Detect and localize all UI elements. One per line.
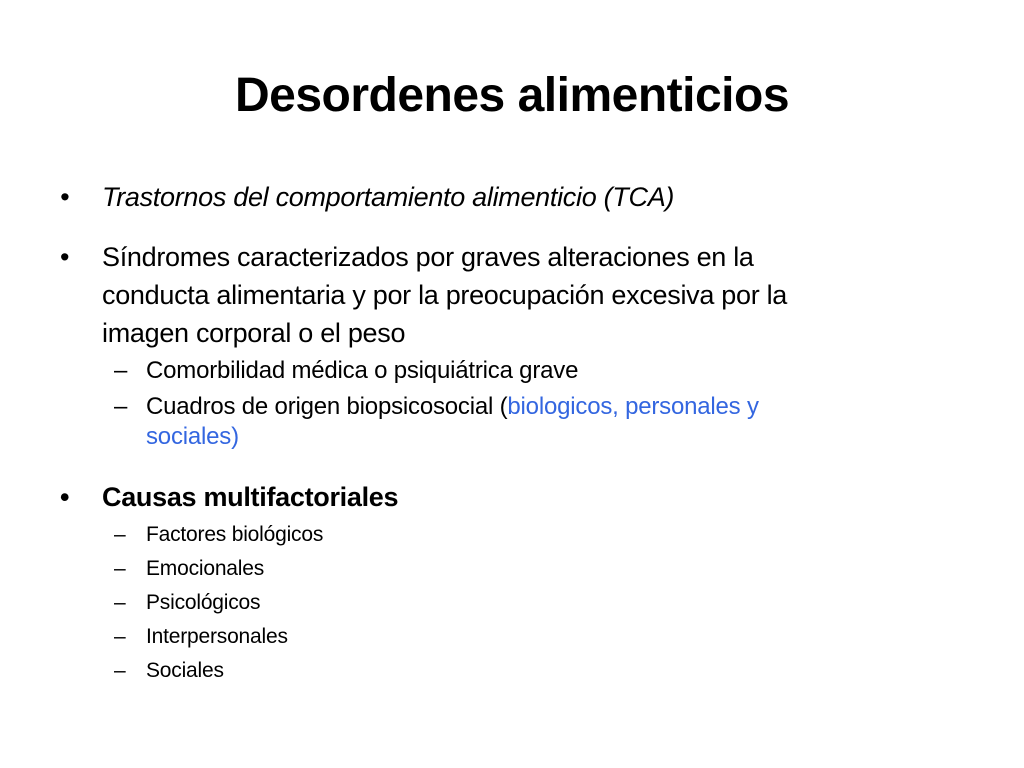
highlight-text-line-2: sociales) (146, 423, 239, 450)
bullet-tca (60, 178, 960, 216)
bullet-icon: • (60, 242, 70, 272)
sub-bullet-text: Interpersonales (146, 625, 288, 648)
sub-bullet-text: Psicológicos (146, 591, 261, 614)
sub-bullet-text: Emocionales (146, 557, 265, 580)
bullet-text-line-1: Síndromes caracterizados por graves alteraciones en la (102, 242, 754, 272)
bullet-icon: • (60, 182, 70, 212)
bullet-causas (60, 478, 960, 516)
sub-bullet-psicologicos (60, 586, 960, 620)
slide-content (60, 178, 960, 688)
sub-bullet-text: Sociales (146, 659, 224, 682)
sub-bullet-emocionales (60, 552, 960, 586)
sub-bullet-text-prefix: Cuadros de origen biopsicosocial ( (146, 393, 508, 420)
sub-bullet-text: Comorbilidad médica o psiquiátrica grave (146, 357, 579, 384)
sub-bullet-comorbilidad (60, 356, 960, 386)
bullet-icon: • (60, 482, 70, 512)
bullet-text: Trastornos del comportamiento alimenticio (TCA) (102, 182, 675, 212)
sub-bullet-factores-biologicos (60, 518, 960, 552)
bullet-text-line-2: conducta alimentaria y por la preocupación excesiva por la (102, 280, 787, 310)
highlight-text-line-1: biologicos, personales y (507, 393, 759, 420)
dash-icon: – (114, 357, 128, 384)
bullet-text-line-3: imagen corporal o el peso (102, 318, 406, 348)
bullet-sindromes (60, 238, 960, 352)
sub-bullet-text: Factores biológicos (146, 523, 324, 546)
sub-bullet-cuadros (60, 392, 960, 452)
slide-title: Desordenes alimenticios (234, 69, 790, 122)
dash-icon: – (114, 523, 126, 546)
dash-icon: – (114, 625, 126, 648)
sub-bullet-interpersonales (60, 620, 960, 654)
dash-icon: – (114, 393, 128, 420)
sub-bullet-sociales (60, 654, 960, 688)
dash-icon: – (114, 659, 126, 682)
dash-icon: – (114, 557, 126, 580)
bullet-text: Causas multifactoriales (102, 482, 399, 512)
dash-icon: – (114, 591, 126, 614)
